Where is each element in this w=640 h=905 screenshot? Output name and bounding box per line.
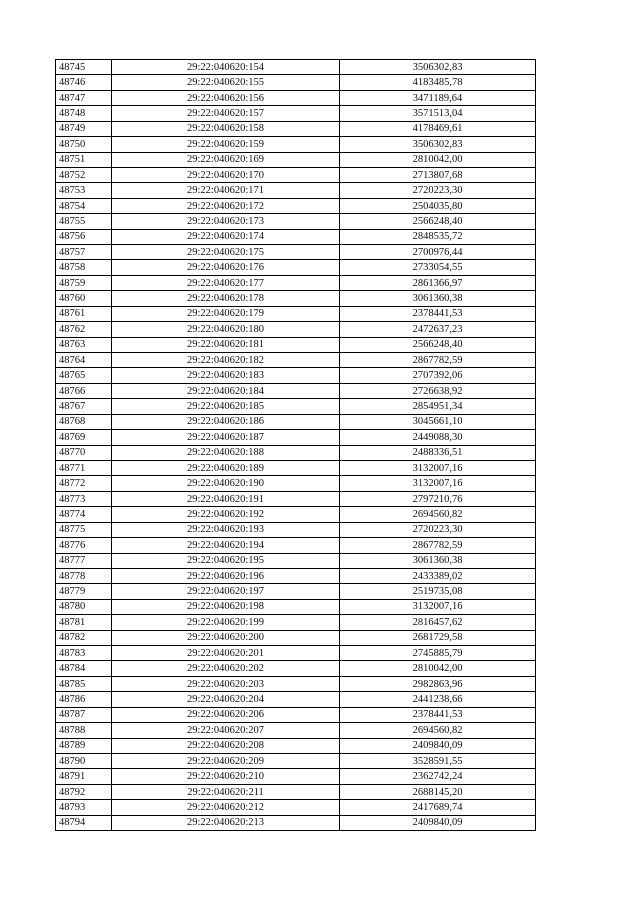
table-row xyxy=(56,414,536,429)
cadastral-number-cell: 29:22:040620:190 xyxy=(112,476,340,491)
cadastral-number-cell: 29:22:040620:211 xyxy=(112,784,340,799)
cadastral-number-cell: 29:22:040620:181 xyxy=(112,337,340,352)
cadastral-number-cell: 29:22:040620:207 xyxy=(112,723,340,738)
cadastral-value-cell: 2566248,40 xyxy=(340,337,536,352)
cadastral-value-cell: 2519735,08 xyxy=(340,584,536,599)
cadastral-value-cell: 2378441,53 xyxy=(340,306,536,321)
cadastral-number-cell: 29:22:040620:199 xyxy=(112,615,340,630)
cadastral-number-cell: 29:22:040620:208 xyxy=(112,738,340,753)
cadastral-value-cell: 4183485,78 xyxy=(340,75,536,90)
table-row xyxy=(56,137,536,152)
cadastral-value-cell: 2504035,80 xyxy=(340,198,536,213)
table-row xyxy=(56,646,536,661)
cadastral-number-cell: 29:22:040620:195 xyxy=(112,553,340,568)
row-number-cell: 48780 xyxy=(56,599,112,614)
table-row xyxy=(56,152,536,167)
table-row xyxy=(56,630,536,645)
table-row xyxy=(56,399,536,414)
row-number-cell: 48784 xyxy=(56,661,112,676)
cadastral-number-cell: 29:22:040620:210 xyxy=(112,769,340,784)
row-number-cell: 48754 xyxy=(56,198,112,213)
row-number-cell: 48752 xyxy=(56,167,112,182)
cadastral-value-cell: 2688145,20 xyxy=(340,784,536,799)
cadastral-value-cell: 3132007,16 xyxy=(340,476,536,491)
cadastral-value-cell: 3061360,38 xyxy=(340,291,536,306)
row-number-cell: 48777 xyxy=(56,553,112,568)
row-number-cell: 48750 xyxy=(56,137,112,152)
cadastral-value-cell: 2848535,72 xyxy=(340,229,536,244)
row-number-cell: 48785 xyxy=(56,676,112,691)
table-row xyxy=(56,599,536,614)
table-row xyxy=(56,738,536,753)
row-number-cell: 48770 xyxy=(56,445,112,460)
cadastral-number-cell: 29:22:040620:179 xyxy=(112,306,340,321)
cadastral-value-cell: 2982863,96 xyxy=(340,676,536,691)
table-row xyxy=(56,383,536,398)
cadastral-number-cell: 29:22:040620:192 xyxy=(112,507,340,522)
cadastral-value-cell: 2733054,55 xyxy=(340,260,536,275)
cadastral-value-cell: 2488336,51 xyxy=(340,445,536,460)
table-row xyxy=(56,800,536,815)
cadastral-value-table xyxy=(55,59,536,831)
row-number-cell: 48757 xyxy=(56,245,112,260)
row-number-cell: 48761 xyxy=(56,306,112,321)
row-number-cell: 48768 xyxy=(56,414,112,429)
table-row xyxy=(56,183,536,198)
row-number-cell: 48749 xyxy=(56,121,112,136)
table-row xyxy=(56,538,536,553)
table-row xyxy=(56,815,536,830)
cadastral-value-cell: 3061360,38 xyxy=(340,553,536,568)
table-row xyxy=(56,568,536,583)
table-row xyxy=(56,676,536,691)
table-row xyxy=(56,229,536,244)
row-number-cell: 48788 xyxy=(56,723,112,738)
cadastral-number-cell: 29:22:040620:183 xyxy=(112,368,340,383)
cadastral-number-cell: 29:22:040620:206 xyxy=(112,707,340,722)
cadastral-value-cell: 2441238,66 xyxy=(340,692,536,707)
cadastral-number-cell: 29:22:040620:186 xyxy=(112,414,340,429)
table-row xyxy=(56,291,536,306)
cadastral-number-cell: 29:22:040620:188 xyxy=(112,445,340,460)
cadastral-value-cell: 2566248,40 xyxy=(340,214,536,229)
row-number-cell: 48767 xyxy=(56,399,112,414)
cadastral-number-cell: 29:22:040620:184 xyxy=(112,383,340,398)
row-number-cell: 48756 xyxy=(56,229,112,244)
table-row xyxy=(56,661,536,676)
cadastral-value-cell: 4178469,61 xyxy=(340,121,536,136)
cadastral-number-cell: 29:22:040620:212 xyxy=(112,800,340,815)
cadastral-number-cell: 29:22:040620:200 xyxy=(112,630,340,645)
cadastral-value-cell: 3528591,55 xyxy=(340,753,536,768)
cadastral-number-cell: 29:22:040620:194 xyxy=(112,538,340,553)
table-row xyxy=(56,368,536,383)
cadastral-value-cell: 2472637,23 xyxy=(340,322,536,337)
cadastral-number-cell: 29:22:040620:209 xyxy=(112,753,340,768)
row-number-cell: 48786 xyxy=(56,692,112,707)
row-number-cell: 48745 xyxy=(56,60,112,75)
cadastral-value-cell: 2707392,06 xyxy=(340,368,536,383)
table-row xyxy=(56,337,536,352)
cadastral-value-cell: 2417689,74 xyxy=(340,800,536,815)
cadastral-value-cell: 2694560,82 xyxy=(340,507,536,522)
row-number-cell: 48779 xyxy=(56,584,112,599)
row-number-cell: 48775 xyxy=(56,522,112,537)
cadastral-number-cell: 29:22:040620:213 xyxy=(112,815,340,830)
table-row xyxy=(56,198,536,213)
cadastral-number-cell: 29:22:040620:154 xyxy=(112,60,340,75)
cadastral-number-cell: 29:22:040620:176 xyxy=(112,260,340,275)
table-row xyxy=(56,245,536,260)
table-row xyxy=(56,121,536,136)
table-row xyxy=(56,60,536,75)
cadastral-value-cell: 2681729,58 xyxy=(340,630,536,645)
cadastral-number-cell: 29:22:040620:198 xyxy=(112,599,340,614)
cadastral-value-cell: 3471189,64 xyxy=(340,90,536,105)
cadastral-value-cell: 2700976,44 xyxy=(340,245,536,260)
row-number-cell: 48769 xyxy=(56,430,112,445)
table-row xyxy=(56,769,536,784)
row-number-cell: 48781 xyxy=(56,615,112,630)
cadastral-number-cell: 29:22:040620:156 xyxy=(112,90,340,105)
cadastral-number-cell: 29:22:040620:175 xyxy=(112,245,340,260)
row-number-cell: 48753 xyxy=(56,183,112,198)
row-number-cell: 48782 xyxy=(56,630,112,645)
table-row xyxy=(56,353,536,368)
cadastral-value-cell: 2449088,30 xyxy=(340,430,536,445)
table-row xyxy=(56,306,536,321)
row-number-cell: 48790 xyxy=(56,753,112,768)
table-row xyxy=(56,707,536,722)
table-row xyxy=(56,723,536,738)
table-row xyxy=(56,275,536,290)
cadastral-value-cell: 2797210,76 xyxy=(340,491,536,506)
row-number-cell: 48771 xyxy=(56,460,112,475)
cadastral-value-cell: 2745885,79 xyxy=(340,646,536,661)
cadastral-number-cell: 29:22:040620:172 xyxy=(112,198,340,213)
table-row xyxy=(56,784,536,799)
cadastral-value-cell: 2720223,30 xyxy=(340,522,536,537)
cadastral-number-cell: 29:22:040620:193 xyxy=(112,522,340,537)
table-row xyxy=(56,460,536,475)
row-number-cell: 48751 xyxy=(56,152,112,167)
cadastral-number-cell: 29:22:040620:173 xyxy=(112,214,340,229)
cadastral-number-cell: 29:22:040620:203 xyxy=(112,676,340,691)
row-number-cell: 48792 xyxy=(56,784,112,799)
cadastral-value-cell: 2378441,53 xyxy=(340,707,536,722)
cadastral-value-cell: 2854951,34 xyxy=(340,399,536,414)
cadastral-value-cell: 3045661,10 xyxy=(340,414,536,429)
row-number-cell: 48760 xyxy=(56,291,112,306)
row-number-cell: 48764 xyxy=(56,353,112,368)
cadastral-value-cell: 2713807,68 xyxy=(340,167,536,182)
cadastral-value-cell: 2867782,59 xyxy=(340,353,536,368)
cadastral-number-cell: 29:22:040620:174 xyxy=(112,229,340,244)
cadastral-value-cell: 2867782,59 xyxy=(340,538,536,553)
table-row xyxy=(56,491,536,506)
cadastral-number-cell: 29:22:040620:169 xyxy=(112,152,340,167)
cadastral-number-cell: 29:22:040620:171 xyxy=(112,183,340,198)
table-row xyxy=(56,692,536,707)
cadastral-number-cell: 29:22:040620:189 xyxy=(112,460,340,475)
table-row xyxy=(56,322,536,337)
row-number-cell: 48778 xyxy=(56,568,112,583)
cadastral-number-cell: 29:22:040620:191 xyxy=(112,491,340,506)
table-row xyxy=(56,90,536,105)
cadastral-value-cell: 3132007,16 xyxy=(340,599,536,614)
table-row xyxy=(56,753,536,768)
row-number-cell: 48746 xyxy=(56,75,112,90)
cadastral-number-cell: 29:22:040620:170 xyxy=(112,167,340,182)
row-number-cell: 48776 xyxy=(56,538,112,553)
row-number-cell: 48755 xyxy=(56,214,112,229)
table-row xyxy=(56,584,536,599)
row-number-cell: 48773 xyxy=(56,491,112,506)
row-number-cell: 48765 xyxy=(56,368,112,383)
cadastral-value-cell: 2726638,92 xyxy=(340,383,536,398)
row-number-cell: 48787 xyxy=(56,707,112,722)
cadastral-number-cell: 29:22:040620:157 xyxy=(112,106,340,121)
row-number-cell: 48758 xyxy=(56,260,112,275)
row-number-cell: 48774 xyxy=(56,507,112,522)
cadastral-value-cell: 2810042,00 xyxy=(340,661,536,676)
row-number-cell: 48759 xyxy=(56,275,112,290)
cadastral-number-cell: 29:22:040620:158 xyxy=(112,121,340,136)
cadastral-value-cell: 2362742,24 xyxy=(340,769,536,784)
row-number-cell: 48748 xyxy=(56,106,112,121)
row-number-cell: 48791 xyxy=(56,769,112,784)
cadastral-number-cell: 29:22:040620:180 xyxy=(112,322,340,337)
row-number-cell: 48772 xyxy=(56,476,112,491)
table-row xyxy=(56,106,536,121)
cadastral-number-cell: 29:22:040620:185 xyxy=(112,399,340,414)
cadastral-number-cell: 29:22:040620:187 xyxy=(112,430,340,445)
table-row xyxy=(56,615,536,630)
cadastral-number-cell: 29:22:040620:197 xyxy=(112,584,340,599)
cadastral-value-cell: 2409840,09 xyxy=(340,738,536,753)
cadastral-value-cell: 2409840,09 xyxy=(340,815,536,830)
cadastral-number-cell: 29:22:040620:159 xyxy=(112,137,340,152)
table-row xyxy=(56,507,536,522)
cadastral-value-cell: 2433389,02 xyxy=(340,568,536,583)
table-row xyxy=(56,214,536,229)
table-row xyxy=(56,260,536,275)
cadastral-value-cell: 2720223,30 xyxy=(340,183,536,198)
table-row xyxy=(56,167,536,182)
table-body xyxy=(56,60,536,831)
row-number-cell: 48747 xyxy=(56,90,112,105)
table-row xyxy=(56,445,536,460)
cadastral-value-cell: 3132007,16 xyxy=(340,460,536,475)
row-number-cell: 48793 xyxy=(56,800,112,815)
row-number-cell: 48766 xyxy=(56,383,112,398)
cadastral-number-cell: 29:22:040620:201 xyxy=(112,646,340,661)
cadastral-number-cell: 29:22:040620:155 xyxy=(112,75,340,90)
table-row xyxy=(56,522,536,537)
cadastral-value-cell: 2810042,00 xyxy=(340,152,536,167)
row-number-cell: 48783 xyxy=(56,646,112,661)
row-number-cell: 48762 xyxy=(56,322,112,337)
cadastral-number-cell: 29:22:040620:178 xyxy=(112,291,340,306)
cadastral-number-cell: 29:22:040620:196 xyxy=(112,568,340,583)
cadastral-value-cell: 3506302,83 xyxy=(340,60,536,75)
cadastral-number-cell: 29:22:040620:202 xyxy=(112,661,340,676)
table-row xyxy=(56,75,536,90)
cadastral-value-cell: 2861366,97 xyxy=(340,275,536,290)
cadastral-number-cell: 29:22:040620:182 xyxy=(112,353,340,368)
cadastral-number-cell: 29:22:040620:177 xyxy=(112,275,340,290)
row-number-cell: 48763 xyxy=(56,337,112,352)
row-number-cell: 48789 xyxy=(56,738,112,753)
table-row xyxy=(56,553,536,568)
cadastral-number-cell: 29:22:040620:204 xyxy=(112,692,340,707)
row-number-cell: 48794 xyxy=(56,815,112,830)
cadastral-value-cell: 2694560,82 xyxy=(340,723,536,738)
cadastral-value-cell: 2816457,62 xyxy=(340,615,536,630)
cadastral-value-cell: 3571513,04 xyxy=(340,106,536,121)
table-row xyxy=(56,430,536,445)
table-row xyxy=(56,476,536,491)
cadastral-value-cell: 3506302,83 xyxy=(340,137,536,152)
